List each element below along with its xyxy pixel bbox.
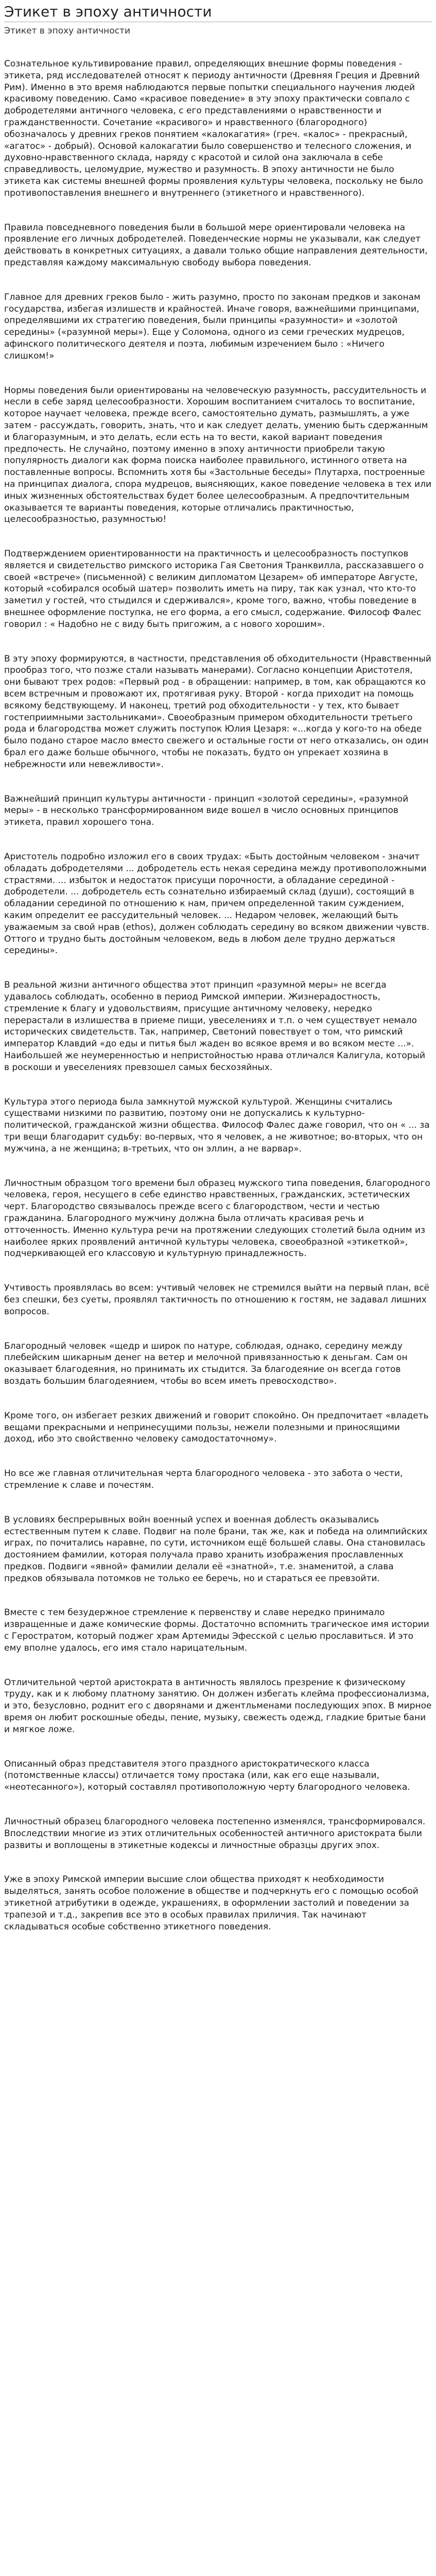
paragraph: Отличительной чертой аристократа в античность являлось презрение к физическому труду, как и к любому платному занятию. Он должен избегать клейма профессионализма, и это, безусловно, роднит его с дворянами и джентльменами последующих эпох. В мирное время он любит роскошные обеды, пение, музыку, свежесть одежд, гладкие бритые бани и мягкое ложе. [4, 1677, 432, 1735]
page-title: Этикет в эпоху античности [4, 3, 212, 20]
paragraph: Аристотель подробно изложил его в своих трудах: «Быть достойным человеком - значит обладать добродетелями ... добродетель есть некая середина между противоположными страстями. ... избыток и недостаток присущи порочности, а обладание серединой - добродетели. ... добродетель есть сознательно избираемый склад (души), состоящий в обладании серединой по отношению к нам, причем определенной таким суждением, каким определит ее рассудительный человек. ... Недаром человек, желающий быть уважаемым за свой нрав (ethos), должен соблюдать середину во всяком движении чувств. Оттого и трудно быть достойным человеком, ведь в любом деле трудно держаться середины». [4, 852, 430, 956]
paragraph: Описанный образ представителя этого праздного аристократического класса (потомственные классы) отличается тому простака (или, как его еще называли, «неотесанного»), который составлял противоположную черту благородного человека. [4, 1758, 410, 1793]
paragraph: Вместе с тем безудержное стремление к первенству и славе нередко принимало извращенные и даже комические формы. Достаточно вспомнить трагическое имя истории с Геростратом, который поджег храм Артемиды Эфесской с целью прославиться. И это ему вполне удалось, его имя стало нарицательным. [4, 1607, 429, 1653]
paragraph: Сознательное культивирование правил, определяющих внешние формы поведения - этикета, ряд исследователей относят к периоду античности (Древняя Греция и Древний Рим). Именно в это время наблюдаются первые попытки специального научения людей красивому поведению. Само «красивое поведение» в эту эпоху практически совпало с добродетелями античного человека, с его представлениями о нравственности и гражданственности. Сочетание «красивого» и нравственного (благородного) обозначалось у древних греков понятием «калокагатия» (греч. «калос» - прекрасный, «агатос» - добрый). Основой калокагатии было совершенство и телесного сложения, и духовно-нравственного склада, наряду с красотой и силой она заключала в себе справедливость, целомудрие, мужество и разумность. В эпоху античности не было этикета как системы внешней формы проявления культуры человека, поскольку не было противопоставления внешнего и внутреннего (этикетного и нравственного). [4, 59, 423, 198]
paragraph: Учтивость проявлялась во всем: учтивый человек не стремился выйти на первый план, всё без спешки, без суеты, проявлял тактичность по отношению к гостям, не задавал лишних вопросов. [4, 1283, 429, 1317]
paragraph: Уже в эпоху Римской империи высшие слои общества приходят к необходимости выделяться, занять особое положение в обществе и подчеркнуть его с помощью особой этикетной атрибутики в одежде, украшениях, в оформлении застолий и поведении за трапезой и т.д., закрепив все это в особых правилах приличия. Так начинают складываться особые собственно этикетного поведения. [4, 1874, 418, 1932]
paragraph: Кроме того, он избегает резких движений и говорит спокойно. Он предпочитает «владеть вещами прекрасными и непринесущими пользы, нежели полезными и приносящими доход, ибо это свойственно человеку самодостаточному». [4, 1410, 429, 1445]
paragraph: Правила повседневного поведения были в большой мере ориентировали человека на проявление его личных добродетелей. Поведенческие нормы не указывали, как следует действовать в конкретных ситуациях, а давали только общие направления деятельности, представляя каждому максимальную свободу выбора поведения. [4, 222, 428, 268]
paragraph: Личностным образцом того времени был образец мужского типа поведения, благородного человека, героя, несущего в себе единство нравственных, гражданских, эстетических черт. Благородство связывалось прежде всего с благородством, чести и честью гражданина. Благородного мужчину должна была отличать красивая речь и отточенность. Именно культура речи на протяжении следующих столетий была одним из наиболее ярких проявлений античной культуры человека, своеобразной «этикеткой», подчеркивающей его классовую и культурную принадлежность. [4, 1178, 430, 1259]
paragraph: Благородный человек «щедр и широк по натуре, соблюдая, однако, середину между плебейским шикарным денег на ветер и мелочной привязанностью к деньгам. Сам он оказывает благодеяния, но принимать их стыдится. За благодеяние он всегда готов воздать большим благодеянием, чтобы во всем иметь превосходство». [4, 1341, 408, 1386]
page-subtitle: Этикет в эпоху античности [4, 26, 130, 36]
paragraph: Нормы поведения были ориентированы на человеческую разумность, рассудительность и несли в себе заряд целесообразности. Хорошим воспитанием считалось то воспитание, которое научает человека, прежде всего, самостоятельно думать, размышлять, а уже затем - рассуждать, говорить, знать, что и как следует делать, умению быть сдержанным и благоразумным, и это делать, если есть на то вести, какой вариант поведения предпочесть. Не случайно, поэтому именно в эпоху античности приобрели такую популярность диалоги как форма поиска наиболее правильного, истинного ответа на поставленные вопросы. Вспомнить хотя бы «Застольные беседы» Плутарха, построенные на принципах диалога, спора мудрецов, выясняющих, какое поведение человека в тех или иных жизненных обстоятельствах будет более целесообразным. А предпочтительным оказывается те варианты поведения, которые отличались практичностью, целесообразностью, разумностью! [4, 385, 432, 525]
paragraph: В эту эпоху формируются, в частности, представления об обходительности (Нравственный прообраз того, что позже стали называть манерами). Согласно концепции Аристотеля, они бывают трех родов: «Первый род - в обращении: например, в том, как обращаются ко всем встречным и провожают их, протягивая руку. Второй - когда приходит на помощь всякому бедствующему. И наконец, третий род обходительности - у тех, кто бывает гостеприимными застольниками». Своеобразным примером обходительности третьего рода и благородства может служить поступок Юлия Цезаря: «...когда у кого-то на обеде было подано старое масло вместо свежего и остальные гости от него отказались, он один брал его даже больше обычного, чтобы не показать, будто он упрекает хозяина в небрежности или невежливости». [4, 653, 431, 770]
paragraph: Но все же главная отличительная черта благородного человека - это забота о чести, стремление к славе и почестям. [4, 1468, 403, 1490]
paragraph: Главное для древних греков было - жить разумно, просто по законам предков и законам государства, избегая излишеств и крайностей. Иначе говоря, важнейшими принципами, определявшими их стратегию поведения, были принципы «разумности» и «золотой середины» («разумной меры»). Еще у Соломона, одного из семи греческих мудрецов, афинского политического деятеля и поэта, любимым изречением было : «Ничего слишком!» [4, 292, 421, 361]
paragraph: Подтверждением ориентированности на практичность и целесообразность поступков является и свидетельство римского историка Гая Светония Транквилла, рассказавшего о своей «встрече» (письменной) с великим дипломатом Цезарем» об императоре Августе, который «собирался особый шатер» позволить иметь на пиру, так как узнал, что кто-то заметил у гостей, что стыдился и сдерживался», кроме того, важно, чтобы поведение в внешнее оформление поступка, не его форма, а его смысл, содержание. Философ Фалес говорил : « Надобно не с виду быть пригожим, а с нового хорошим». [4, 549, 424, 630]
paragraph: Культура этого периода была замкнутой мужской культурой. Женщины считались существами низкими по развитию, поэтому они не допускались к культурно-политической, гражданской жизни общества. Философ Фалес даже говорил, что он « ... за три вещи благодарит судьбу: во-первых, что я человек, а не животное; во-вторых, что он мужчина, а не женщина; в-третьих, что он эллин, а не варвар». [4, 1096, 430, 1154]
paragraph: Личностный образец благородного человека постепенно изменялся, трансформировался. Впоследствии многие из этих отличительных особенностей античного аристократа были развиты и воплощены в этикетные кодексы и личностные образцы других эпох. [4, 1817, 426, 1851]
paragraph: Важнейший принцип культуры античности - принцип «золотой середины», «разумной меры» - в несколько трансформированном виде вошел в число основных принципов этикета, правил хорошего тона. [4, 793, 409, 828]
article-body [4, 58, 432, 1933]
paragraph: В условиях беспрерывных войн военный успех и военная доблесть оказывались естественным путем к славе. Подвиг на поле брани, так же, как и победа на олимпийских играх, по почитались наравне, по сути, источником ещё большей славы. Она становилась достоянием фамилии, которая получала право хранить изображения прославленных предков. Подвиги «явной» фамилии делали её «знатной», т.е. знаменитой, а слава предков обязывала потомков не только ее беречь, но и стараться ее превзойти. [4, 1514, 428, 1584]
paragraph: В реальной жизни античного общества этот принцип «разумной меры» не всегда удавалось соблюдать, особенно в период Римской империи. Жизнерадостность, стремление к благу и удовольствиям, присущие античному человеку, нередко перерастали в излишества в приеме пищи, увеселениях и т.п. о чем существует немало исторических свидетельств. Так, например, Светоний повествует о том, что римский император Клавдий «до еды и питья был жаден во всякое время и во всяком месте ...». Наибольшей же неумеренностью и непристойностью нрава отличался Калигула, который в роскоши и увеселениях превзошел самых бесхозяйных. [4, 980, 426, 1073]
